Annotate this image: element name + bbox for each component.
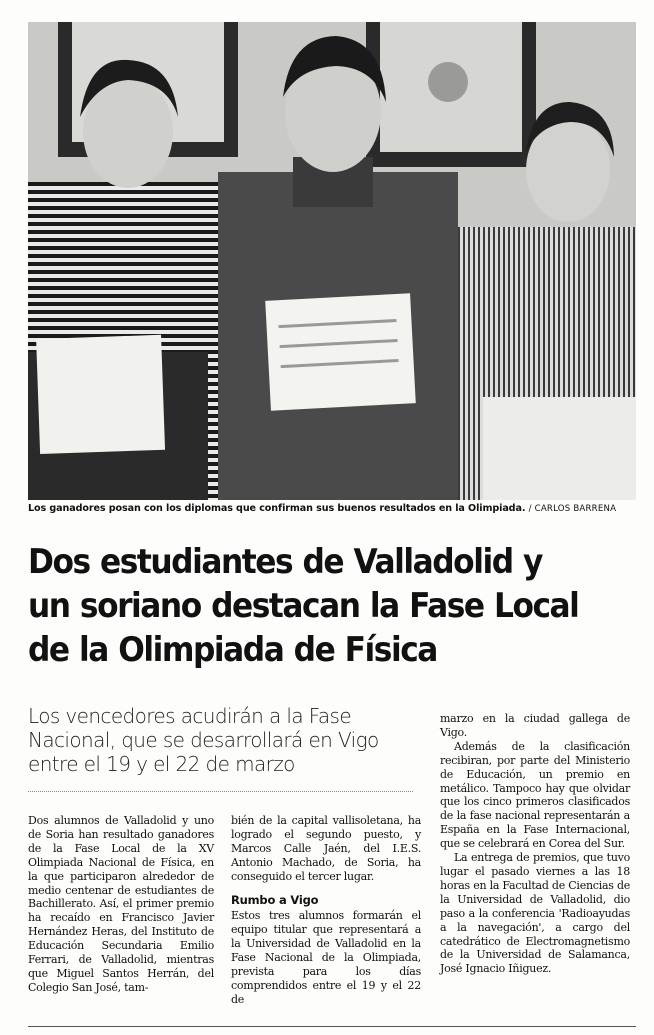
bottom-divider [28,1026,636,1027]
col3-paragraph-1: marzo en la ciudad gallega de Vigo. [440,712,630,739]
photo-credit: / CARLOS BARRENA [528,504,617,514]
winners-photo-illustration [28,22,636,500]
news-photo [28,22,636,500]
article-column-2 [231,814,421,1007]
photo-caption [28,503,636,514]
article-column-3 [440,712,630,976]
article-column-1 [28,814,214,995]
dotted-divider [28,791,413,792]
headline: Dos estudiantes de Valladolid y un soriano destacan la Fase Local de la Olimpiada de Física [28,542,579,670]
col2-paragraph-1: bién de la capital vallisoletana, ha logrado el segundo puesto, y Marcos Calle Jaén, del I.E.S. Antonio Machado, de Soria, ha conseguido el tercer lugar. [231,814,421,883]
col3-paragraph-2: Además de la clasificación recibiran, por parte del Ministerio de Educación, un premio en metálico. Tampoco hay que olvidar que los cinco primeros clasificados de la fase nacional representarán a España en la Fase Internacional, que se celebrará en Corea del Sur. [440,739,630,851]
col1-paragraph-1: Dos alumnos de Valladolid y uno de Soria han resultado ganadores de la Fase Local de la XV Olimpiada Nacional de Física, en la que participaron alrededor de medio centenar de estudiantes de Bachillerato. Así, el primer premio ha recaído en Francisco Javier Hernández Heras, del Instituto de Educación Secundaria Emilio Ferrari, de Valladolid, mientras que Miguel Santos Herrán, del Colegio San José, tam- [28,814,214,994]
subheadline: Los vencedores acudirán a la Fase Nacional, que se desarrollará en Vigo entre el 19 y el 22 de marzo [28,704,379,776]
section-subhead: Rumbo a Vigo [231,892,319,907]
col2-paragraph-2: Estos tres alumnos formarán el equipo titular que representará a la Universidad de Valladolid en la Fase Nacional de la Olimpiada, prevista para los días comprendidos entre el 19 y el 22 de [231,909,421,1006]
caption-text: Los ganadores posan con los diplomas que confirman sus buenos resultados en la Olimpiada. [28,503,526,514]
col3-paragraph-3: La entrega de premios, que tuvo lugar el pasado viernes a las 18 horas en la Facultad de Ciencias de la Universidad de Valladolid, dio paso a la conferencia 'Radioayudas a la navegación', a cargo del catedrático de Electromagnetismo de la Universidad de Salamanca, José Ignacio Iñiguez. [440,851,630,976]
